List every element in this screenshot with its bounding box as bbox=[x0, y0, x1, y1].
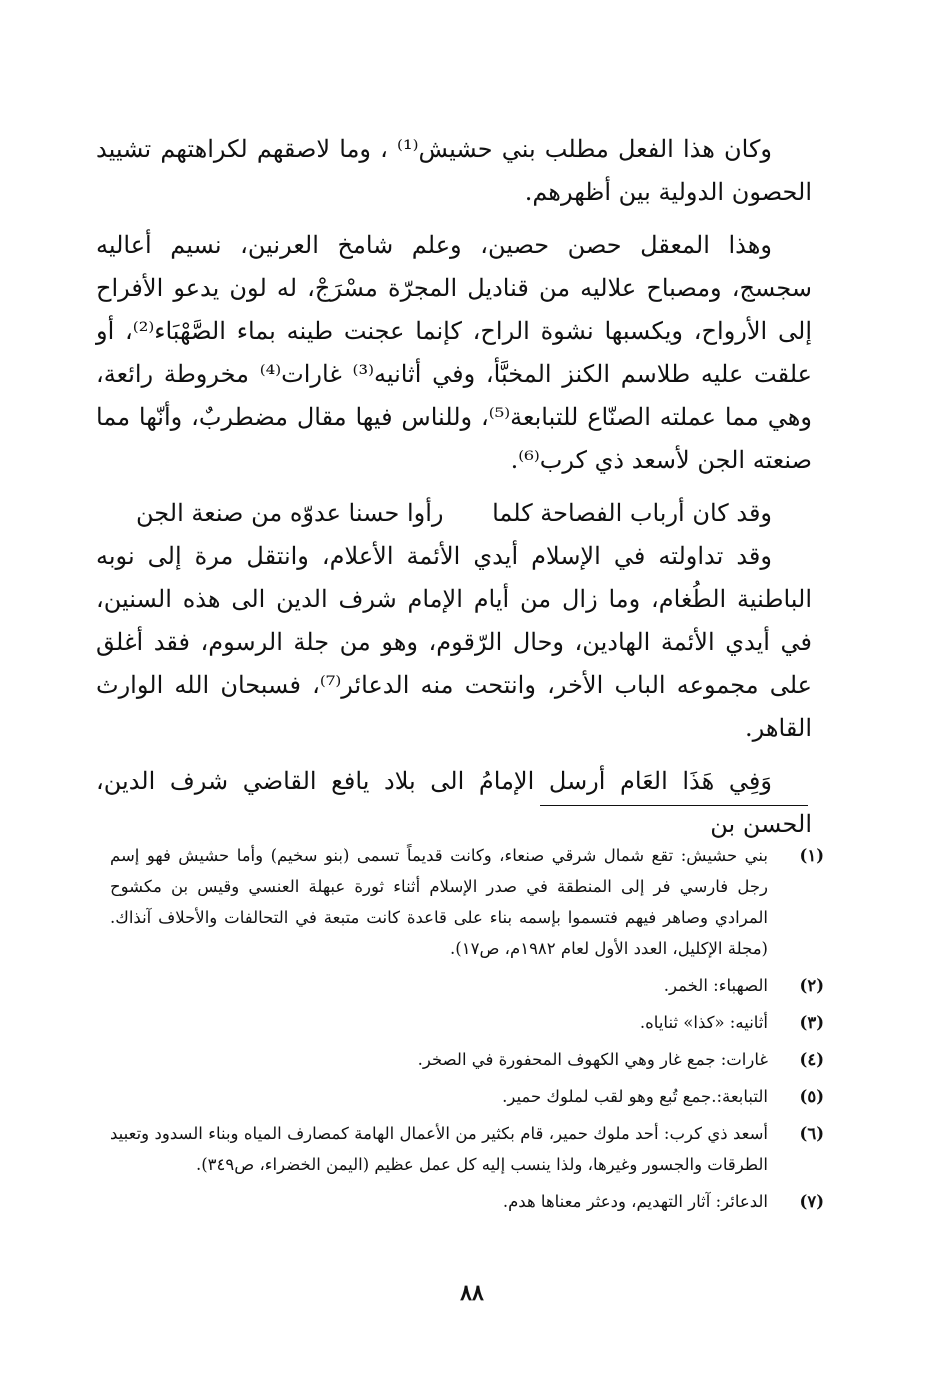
main-text bbox=[96, 128, 812, 856]
paragraph-4: وَفِي هَذَا العَام أرسل الإمامُ الى بلاد يافع القاضي شرف الدين، الحسن بن bbox=[96, 767, 812, 838]
footnote-number: (٣) bbox=[799, 1013, 824, 1032]
footnote-number: (٥) bbox=[799, 1087, 824, 1106]
footnote bbox=[110, 970, 824, 1001]
footnote-number: (١) bbox=[799, 846, 824, 865]
footnote-text: التبابعة:.جمع تُبع وهو لقب لملوك حمير. bbox=[502, 1087, 768, 1106]
footnotes bbox=[110, 840, 824, 1223]
footnote-text: الصهباء: الخمر. bbox=[663, 976, 768, 995]
poem-hemistich-2: رأوا حسنا عدوّه من صنعة الجن bbox=[136, 499, 444, 527]
poem-hemistich-1: وقد كان أرباب الفصاحة كلما bbox=[492, 499, 772, 527]
footnote-number: (٦) bbox=[799, 1124, 824, 1143]
footnote-text: أسعد ذي كرب: أحد ملوك حمير، قام بكثير من الأعمال الهامة كمصارف المياه وبناء السدود وتعبيد الطرقات والجسور وغيرها، ولذا ينسب إليه كل عمل عظيم (اليمن الخضراء، ص٣٤٩). bbox=[110, 1124, 768, 1174]
footnote-text: غارات: جمع غار وهي الكهوف المحفورة في الصخر. bbox=[417, 1050, 768, 1069]
poem-verse bbox=[96, 492, 812, 535]
footnote bbox=[110, 1118, 824, 1180]
footnote-number: (٢) bbox=[799, 976, 824, 995]
paragraph-3: وقد تداولته في الإسلام أيدي الأئمة الأعلام، وانتقل مرة إلى نوبه الباطنية الطُغام، وما زال من أيام الإمام شرف الدين الى هذه السنين، في أيدي الأئمة الهادين، وحال الرّقوم، وهو من جلة الرسوم، فقد أغلق على مجموعه الباب الأخر، وانتحت منه الدعائر⁽⁷⁾، فسبحان الله الوارث القاهر. bbox=[96, 542, 812, 742]
footnote-number: (٧) bbox=[799, 1192, 824, 1211]
footnote bbox=[110, 1081, 824, 1112]
footnote-text: بني حشيش: تقع شمال شرقي صنعاء، وكانت قديماً تسمى (بنو سخيم) وأما حشيش فهو إسم رجل فارسي فر إلى المنطقة في صدر الإسلام أثناء ثورة عبهلة العنسي وقيس بن مكشوح المرادي وصاهر فيهم فتسموا بإسمه بناء على قاعدة كانت متبعة في التحالفات والأحلاف آنذاك. (مجلة الإكليل، العدد الأول لعام ١٩٨٢م، ص١٧). bbox=[110, 846, 768, 958]
footnote bbox=[110, 1044, 824, 1075]
footnote bbox=[110, 840, 824, 964]
footnote bbox=[110, 1186, 824, 1217]
footnote-text: أثانيه: «كذا» ثناياه. bbox=[639, 1013, 768, 1032]
footnote-separator bbox=[540, 805, 808, 806]
footnote bbox=[110, 1007, 824, 1038]
footnote-text: الدعائر: آثار التهديم، ودعثر معناها هدم. bbox=[502, 1192, 768, 1211]
paragraph-1: وكان هذا الفعل مطلب بني حشيش⁽¹⁾ ، وما لاصقهم لكراهتهم تشييد الحصون الدولية بين أظهرهم. bbox=[96, 135, 812, 206]
footnote-number: (٤) bbox=[799, 1050, 824, 1069]
paragraph-2: وهذا المعقل حصن حصين، وعلم شامخ العرنين، نسيم أعاليه سجسج، ومصباح علاليه من قناديل المجرّة مسْرَجْ، له لون يدعو الأفراح إلى الأرواح، ويكسبها نشوة الراح، كإنما عجنت طينه بماء الصَّهْبَاء⁽²⁾، أو علقت عليه طلاسم الكنز المخبَّأ، وفي أثانيه⁽³⁾ غارات⁽⁴⁾ مخروطة رائعة، وهي مما عملته الصنّاع للتبابعة⁽⁵⁾، وللناس فيها مقال مضطربٌ، وأنّها مما صنعته الجن لأسعد ذي كرب⁽⁶⁾. bbox=[96, 231, 812, 474]
page-number: ٨٨ bbox=[460, 1280, 484, 1306]
